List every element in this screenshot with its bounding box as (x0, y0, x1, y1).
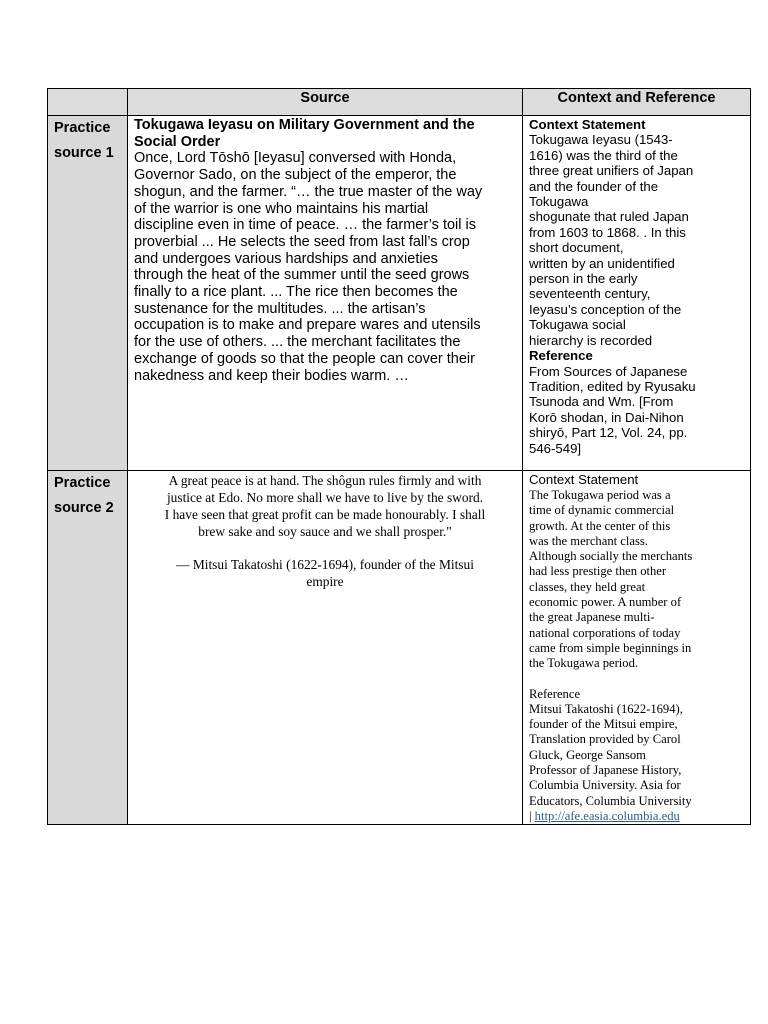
table-row (48, 116, 751, 471)
source-2-attribution: — Mitsui Takatoshi (1622-1694), founder of the Mitsui empire (176, 557, 474, 589)
context-2-cell (523, 471, 751, 825)
spacer (529, 672, 744, 687)
row-label-practice-source-1: Practice source 1 (48, 116, 128, 471)
reference-1-heading: Reference (529, 348, 593, 364)
header-source: Source (128, 89, 523, 116)
source-1-cell (128, 116, 523, 471)
reference-2-body: Mitsui Takatoshi (1622-1694), founder of the Mitsui empire, Translation provided by Carol Gluck, George Sansom Professor of Japanese History, Columbia University. Asia for Educators, Columbia University | http://afe.easia.columbia.edu (529, 702, 744, 824)
header-empty-cell (48, 89, 128, 116)
reference-1-body: From Sources of Japanese Tradition, edited by Ryusaku Tsunoda and Wm. [From Korō shodan, in Dai-Nihon shiryō, Part 12, Vol. 24, pp. 546-549] (529, 363, 696, 456)
reference-link-line: | http://afe.easia.columbia.edu (529, 808, 680, 823)
header-row (48, 89, 751, 116)
context-2-heading: Context Statement (529, 472, 639, 487)
afe-easia-link[interactable]: http://afe.easia.columbia.edu (534, 808, 680, 823)
header-context: Context and Reference (523, 89, 751, 116)
source-2-cell (128, 471, 523, 825)
table-row (48, 471, 751, 825)
sources-table (47, 88, 751, 825)
row-label-practice-source-2: Practice source 2 (48, 471, 128, 825)
source-1-title: Tokugawa Ieyasu on Military Government and the Social Order (134, 117, 475, 150)
reference-2-heading: Reference (529, 686, 581, 701)
context-1-body: Tokugawa Ieyasu (1543- 1616) was the third of the three great unifiers of Japan and the founder of the Tokugawa shogunate that ruled Japan from 1603 to 1868. . In this short document, written by an unidentified person in the early seventeenth century, Ieyasu’s conception of the Tokugawa social hierarchy is recorded (529, 132, 694, 348)
context-2-body: The Tokugawa period was a time of dynamic commercial growth. At the center of this was the merchant class. Although socially the merchants had less prestige then other classes, they held great economic power. A number of the great Japanese multi- national corporations of today came from simple beginnings in the Tokugawa period. (529, 488, 693, 671)
context-1-heading: Context Statement (529, 117, 646, 132)
context-1-cell (523, 116, 751, 471)
source-2-quote: A great peace is at hand. The shôgun rules firmly and with justice at Edo. No more shall we have to live by the sword. I have seen that great profit can be made honourably. I shall brew sake and soy sauce and we shall prosper." (164, 473, 486, 539)
source-1-body: Once, Lord Tōshō [Ieyasu] conversed with Honda, Governor Sado, on the subject of the emperor, the shogun, and the farmer. “… the true master of the way of the warrior is one who maintains his martial discipline even in time of peace. … the farmer’s toil is proverbial ... He selects the seed from last fall’s crop and undergoes various hardships and anxieties through the heat of the summer until the seed grows finally to a rice plant. ... The rice then becomes the sustenance for the multitudes. ... the artisan’s occupation is to make and prepare wares and utensils for the use of others. ... the merchant facilitates the exchange of goods so that the people can cover their nakedness and keep their bodies warm. … (134, 150, 483, 384)
